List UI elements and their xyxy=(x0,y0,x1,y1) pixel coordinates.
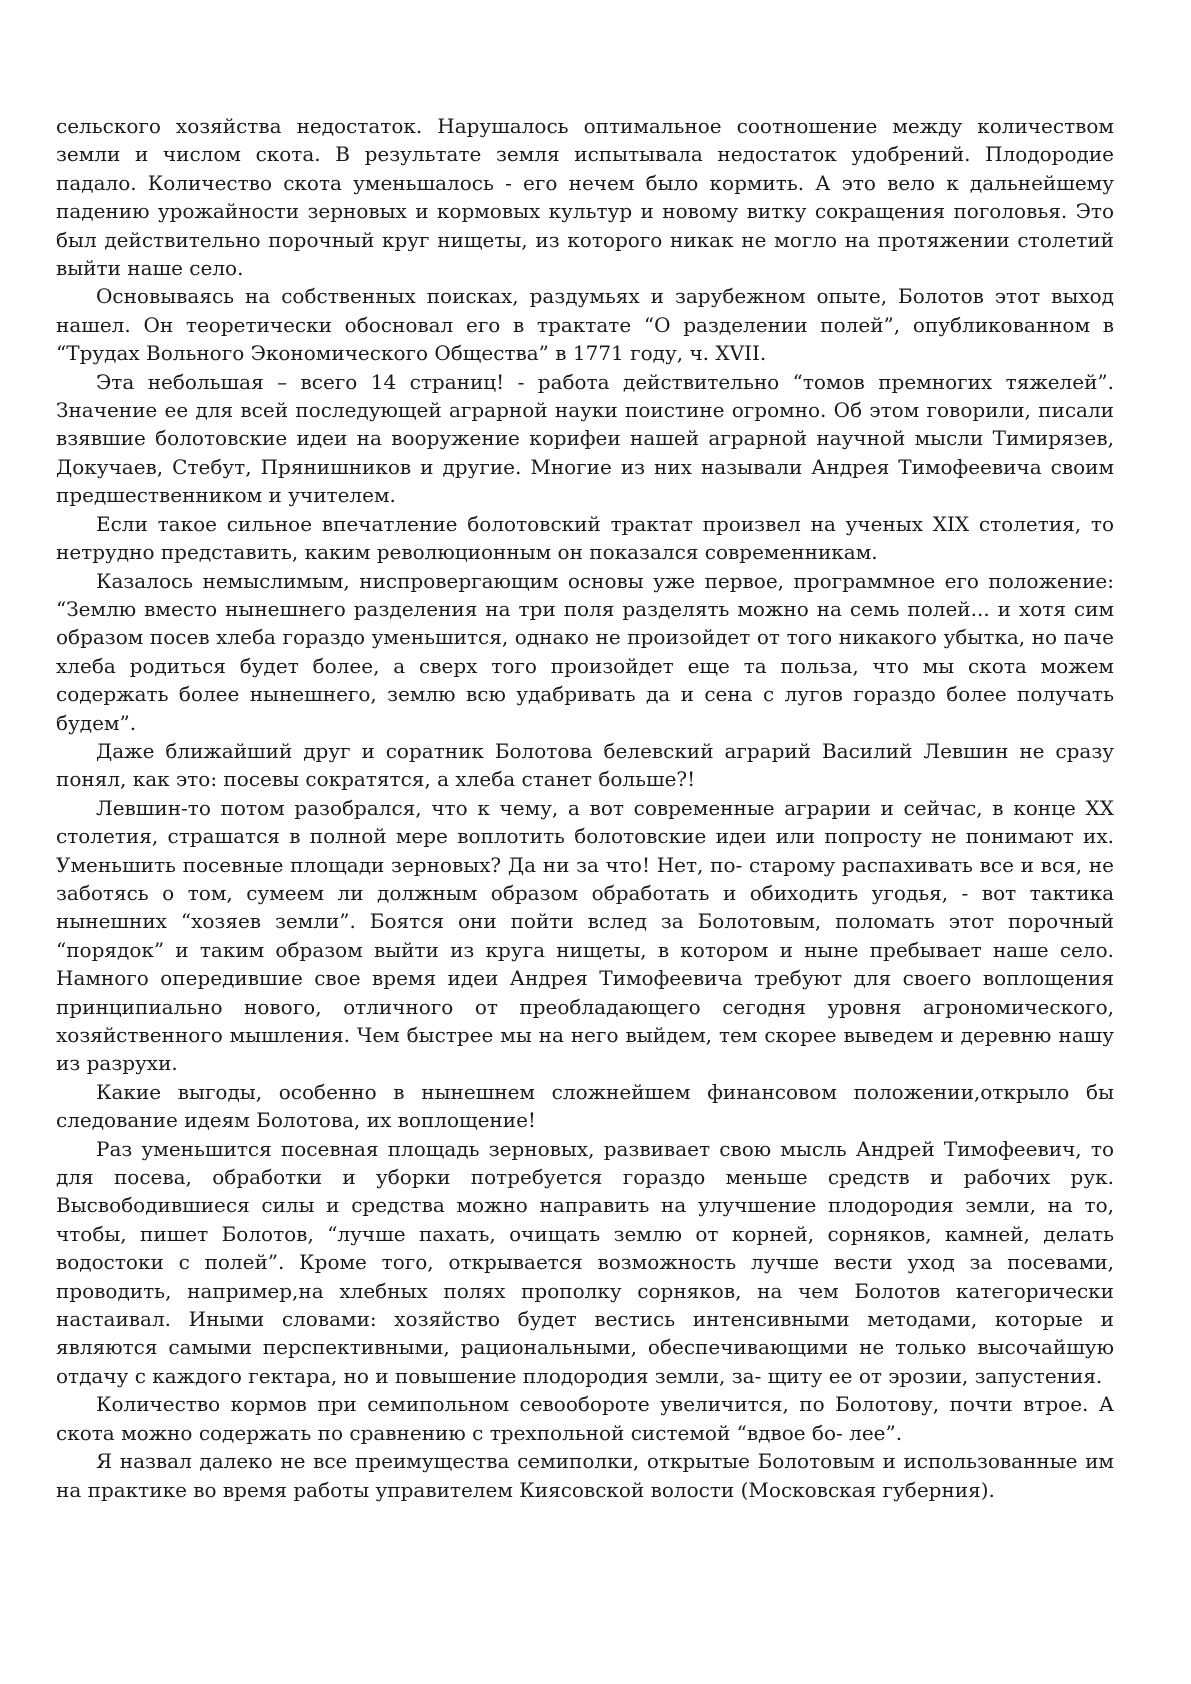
paragraph: Даже ближайший друг и соратник Болотова белевский аграрий Василий Левшин не сразу понял, как это: посевы сократятся, а хлеба станет больше?! xyxy=(56,738,1114,792)
document-page xyxy=(56,112,1114,1504)
paragraph: Количество кормов при семипольном севообороте увеличится, по Болотову, почти втрое. А скота можно содержать по сравнению с трехпольной системой “вдвое бо- лее”. xyxy=(56,1392,1114,1445)
paragraph: Раз уменьшится посевная площадь зерновых, развивает свою мысль Андрей Тимофеевич, то для посева, обработки и уборки потребуется гораздо меньше средств и рабочих рук. Высвободившиеся силы и средства можно направить на улучшение плодородия земли, на то, чтобы, пишет Болотов, “лучше пахать, очищать землю от корней, сорняков, камней, делать водостоки с полей”. Кроме того, открывается возможность лучше вести уход за посевами, проводить, например,на хлебных полях прополку сорняков, на чем Болотов категорически настаивал. Иными словами: хозяйство будет вестись интенсивными методами, которые и являются самыми перспективными, рациональными, обеспечивающими не только высочайшую отдачу с каждого гектара, но и повышение плодородия земли, за- щиту ее от эрозии, запустения. xyxy=(56,1136,1114,1388)
paragraph: Левшин-то потом разобрался, что к чему, а вот современные аграрии и сейчас, в конце XX столетия, страшатся в полной мере воплотить болотовские идеи или попросту не понимают их. Уменьшить посевные площади зерновых? Да ни за что! Нет, по- старому распахивать все и вся, не заботясь о том, сумеем ли должным образом обработать и обиходить угодья, - вот тактика нынешних “хозяев земли”. Боятся они пойти вслед за Болотовым, поломать этот порочный “порядок” и таким образом выйти из круга нищеты, в котором и ныне пребывает наше село. Намного опередившие свое время идеи Андрея Тимофеевича требуют для своего воплощения принципиально нового, отличного от преобладающего сегодня уровня агрономического, хозяйственного мышления. Чем быстрее мы на него выйдем, тем скорее выведем и деревню нашу из разрухи. xyxy=(56,795,1114,1076)
paragraph: Основываясь на собственных поисках, раздумьях и зарубежном опыте, Болотов этот выход нашел. Он теоретически обосновал его в трактате “О разделении полей”, опубликованном в “Трудах Вольного Экономического Общества” в 1771 году, ч. XVII. xyxy=(56,284,1114,366)
paragraph: Я назвал далеко не все преимущества семиполки, открытые Болотовым и использованные им на практике во время работы управителем Киясовской волости (Московская губерния). xyxy=(56,1449,1114,1502)
paragraph: Казалось немыслимым, ниспровергающим основы уже первое, программное его положение: “Землю вместо нынешнего разделения на три поля разделять можно на семь полей... и хотя сим образом посев хлеба гораздо уменьшится, однако не произойдет от того никакого убытка, но паче хлеба родиться будет более, а сверх того произойдет еще та польза, что мы скота можем содержать более нынешнего, землю всю удабривать да и сена с лугов гораздо более получать будем”. xyxy=(56,568,1114,735)
paragraph: Какие выгоды, особенно в нынешнем сложнейшем финансовом положении,открыло бы следование идеям Болотова, их воплощение! xyxy=(56,1079,1114,1133)
paragraph: сельского хозяйства недостаток. Нарушалось оптимальное соотношение между количеством земли и числом скота. В результате земля испытывала недостаток удобрений. Плодородие падало. Количество скота уменьшалось - его нечем было кормить. А это вело к дальнейшему падению урожайности зерновых и кормовых культур и новому витку сокращения поголовья. Это был действительно порочный круг нищеты, из которого никак не могло на протяжении столетий выйти наше село. xyxy=(56,114,1114,281)
paragraph: Если такое сильное впечатление болотовский трактат произвел на ученых XIX столетия, то нетрудно представить, каким революционным он показался современникам. xyxy=(56,511,1114,565)
paragraph: Эта небольшая – всего 14 страниц! - работа действительно “томов премногих тяжелей”. Значение ее для всей последующей аграрной науки поистине огромно. Об этом говорили, писали взявшие болотовские идеи на вооружение корифеи нашей аграрной научной мысли Тимирязев, Докучаев, Стебут, Прянишников и другие. Многие из них называли Андрея Тимофеевича своим предшественником и учителем. xyxy=(56,369,1114,508)
